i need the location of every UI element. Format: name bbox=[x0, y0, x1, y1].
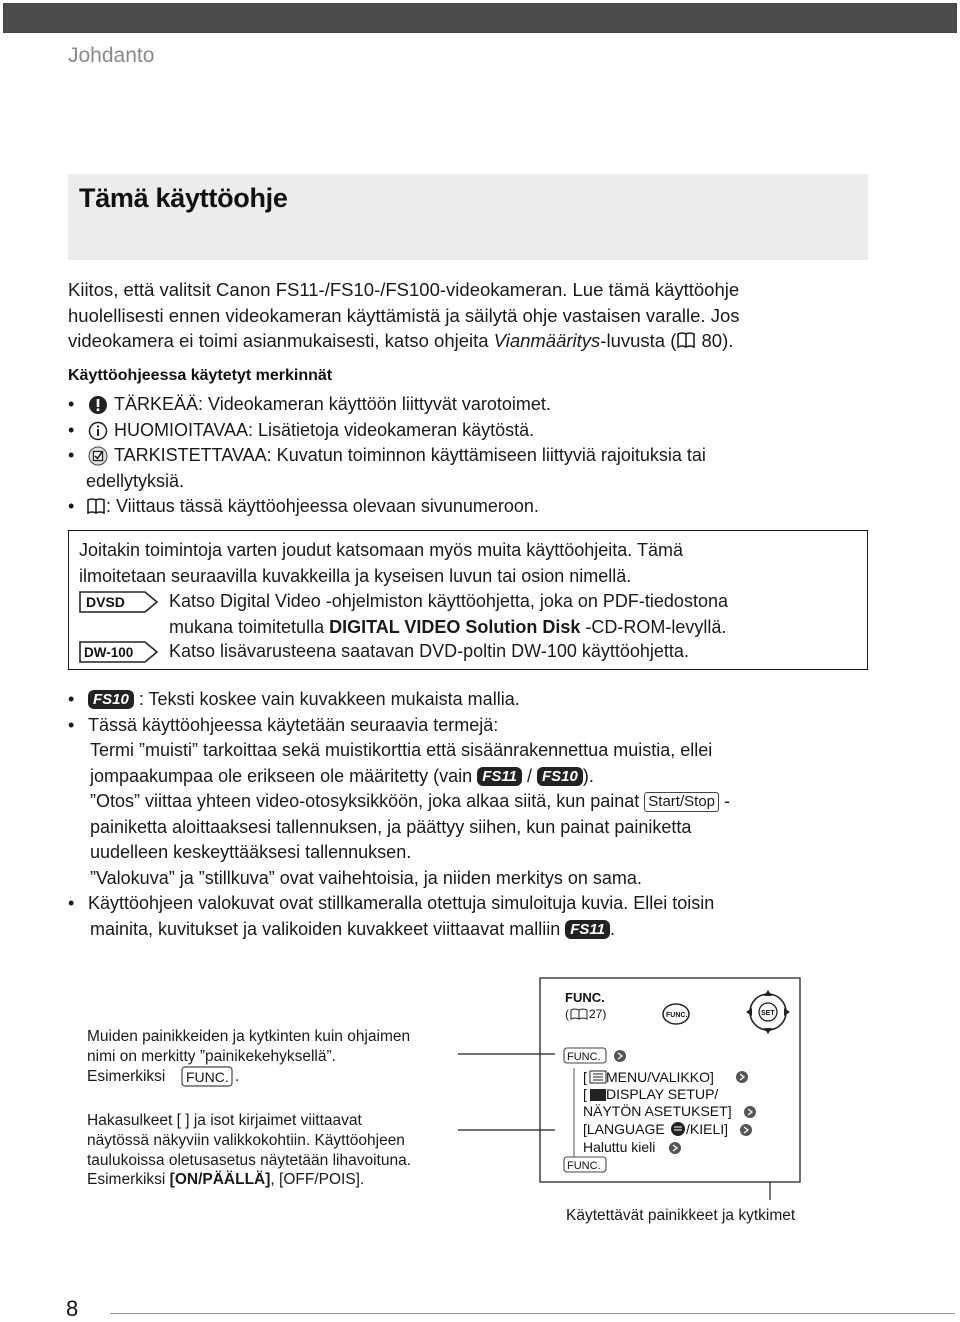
svg-text:DW-100: DW-100 bbox=[84, 645, 134, 660]
fs11-model-icon: FS11 bbox=[565, 920, 610, 939]
list-item: • HUOMIOITAVAA: Lisätietoja videokameran käytöstä. bbox=[68, 419, 535, 440]
func-button-label: FUNC. bbox=[186, 1069, 229, 1085]
fs10-model-icon: FS10 bbox=[88, 690, 134, 709]
top-bar bbox=[3, 3, 957, 33]
important-icon bbox=[88, 395, 108, 415]
diagram-text: taulukoissa oletusasetus näytetään lihavoituna. bbox=[87, 1152, 411, 1169]
svg-text:/KIELI]: /KIELI] bbox=[686, 1121, 729, 1137]
section-label: Johdanto bbox=[68, 44, 155, 67]
svg-text:DVSD: DVSD bbox=[86, 594, 125, 610]
func-title: FUNC. bbox=[565, 990, 605, 1005]
list-item: • Tässä käyttöohjeessa käytetään seuraavia termejä: bbox=[68, 714, 499, 735]
diagram-text: Hakasulkeet [ ] ja isot kirjaimet viittaavat bbox=[87, 1112, 362, 1129]
svg-text:NÄYTÖN ASETUKSET]: NÄYTÖN ASETUKSET] bbox=[583, 1103, 732, 1119]
diagram-text: Esimerkiksi [ON/PÄÄLLÄ], [OFF/POIS]. bbox=[87, 1171, 365, 1188]
arrow-right-icon bbox=[736, 1071, 748, 1083]
svg-text:.: . bbox=[235, 1068, 240, 1085]
diagram-text: Muiden painikkeiden ja kytkinten kuin ohjaimen bbox=[87, 1028, 411, 1045]
svg-text:FUNC.: FUNC. bbox=[567, 1051, 601, 1063]
book-icon bbox=[676, 331, 696, 349]
arrow-right-icon bbox=[744, 1106, 756, 1118]
svg-text:[: [ bbox=[583, 1069, 587, 1085]
book-icon bbox=[571, 1009, 587, 1019]
svg-text:MENU/VALIKKO]: MENU/VALIKKO] bbox=[606, 1069, 714, 1085]
arrow-right-icon bbox=[669, 1142, 681, 1154]
other-manuals-box: Joitakin toimintoja varten joudut katsomaan myös muita käyttöohjeita. Tämä ilmoitetaan seuraavilla kuvakkeilla ja kyseisen luvun tai osion nimellä. DVSD Katso Digital Video -ohjelmiston käyttöohjetta, joka on PDF-tiedostona mukana toimitetulla DIGITAL VIDEO Solution Disk -CD-ROM-levyllä. DW-100 Katso lisävarusteena saatavan DVD-poltin DW-100 käyttöohjetta. bbox=[68, 530, 868, 670]
example-diagram bbox=[0, 960, 960, 1240]
intro-line: huolellisesti ennen videokameran käyttämistä ja säilytä ohje vastaisen varalle. Jos bbox=[68, 304, 740, 326]
list-item: • : Viittaus tässä käyttöohjeessa olevaan sivunumeroon. bbox=[68, 496, 539, 516]
list-item: • Käyttöohjeen valokuvat ovat stillkameralla otettuja simuloituja kuvia. Ellei toisin bbox=[68, 893, 715, 913]
svg-text:FUNC.: FUNC. bbox=[567, 1160, 601, 1172]
page-number: 8 bbox=[66, 1296, 79, 1321]
fs10-model-icon: FS10 bbox=[537, 767, 583, 786]
info-icon bbox=[88, 421, 108, 441]
intro-line: videokamera ei toimi asianmukaisesti, katso ohjeita Vianmääritys-luvusta ( 80). bbox=[68, 330, 734, 351]
svg-text:(: ( bbox=[565, 1007, 569, 1021]
svg-text:Haluttu kieli: Haluttu kieli bbox=[583, 1139, 656, 1155]
intro-paragraph bbox=[68, 277, 868, 354]
dw100-tag-icon bbox=[79, 641, 159, 663]
troubleshooting-ref: Vianmääritys bbox=[493, 330, 601, 351]
svg-text:[: [ bbox=[583, 1086, 587, 1102]
arrow-right-icon bbox=[614, 1050, 626, 1062]
conventions-list bbox=[68, 392, 868, 520]
svg-text:SET: SET bbox=[761, 1010, 775, 1017]
fs11-model-icon: FS11 bbox=[477, 767, 522, 786]
title-box bbox=[68, 174, 868, 260]
intro-line: Kiitos, että valitsit Canon FS11-/FS10-/FS100-videokameran. Lue tämä käyttöohje bbox=[68, 279, 740, 300]
language-icon bbox=[671, 1122, 685, 1136]
footer-line bbox=[110, 1313, 955, 1314]
dvsd-tag-icon bbox=[79, 591, 159, 613]
book-icon bbox=[86, 497, 106, 515]
page-title: Tämä käyttöohje bbox=[79, 183, 288, 213]
list-item: • TARKISTETTAVAA: Kuvatun toiminnon käyttämiseen liittyviä rajoituksia tai edellytyksiä. bbox=[68, 445, 706, 491]
start-stop-button-label: Start/Stop bbox=[644, 792, 719, 812]
svg-text:27): 27) bbox=[589, 1007, 607, 1021]
svg-text:[LANGUAGE: [LANGUAGE bbox=[583, 1121, 665, 1137]
checklist-icon bbox=[88, 446, 108, 466]
model-terms-list: • FS10 : Teksti koskee vain kuvakkeen mukaista mallia. • Tässä käyttöohjeessa käytetään seuraavia termejä: Termi ”muisti” tarkoittaa sekä muistikorttia että sisäänrakennettua muistia, ellei jompaakumpaa ole erikseen ole määritetty (vain FS11 / FS10 ). ”Otos” viittaa yhteen video-otosyksikköön, joka alkaa siitä, kun painat Start/Stop - painiketta aloittaaksesi tallennuksen, ja päättyy siihen, kun painat painiketta uudelleen keskeyttääksesi tallennuksen. ”Valokuva” ja ”stillkuva” ovat vaihehtoisia, ja niiden merkitys on sama. • Käyttöohjeen valokuvat ovat stillkameralla otettuja simuloituja kuvia. Ellei toisin mainita, kuvitukset ja valikoiden kuvakkeet viittaavat malliin FS11 . bbox=[68, 687, 868, 942]
svg-text:DISPLAY SETUP/: DISPLAY SETUP/ bbox=[606, 1086, 719, 1102]
svg-text:FUNC.: FUNC. bbox=[666, 1012, 688, 1019]
arrow-right-icon bbox=[740, 1124, 752, 1136]
display-setup-icon bbox=[590, 1089, 606, 1101]
conventions-heading: Käyttöohjeessa käytetyt merkinnät bbox=[68, 367, 333, 384]
diagram-text: Esimerkiksi bbox=[87, 1068, 166, 1085]
diagram-text: nimi on merkitty ”painikekehyksellä”. bbox=[87, 1048, 336, 1065]
diagram-text: näytössä näkyviin valikkokohtiin. Käyttöohjeen bbox=[87, 1132, 405, 1149]
list-item: • FS10 : Teksti koskee vain kuvakkeen mukaista mallia. bbox=[68, 689, 520, 709]
joystick-icon bbox=[746, 990, 790, 1034]
diagram-caption: Käytettävät painikkeet ja kytkimet bbox=[566, 1207, 796, 1224]
list-item: • TÄRKEÄÄ: Videokameran käyttöön liittyvät varotoimet. bbox=[68, 394, 551, 414]
